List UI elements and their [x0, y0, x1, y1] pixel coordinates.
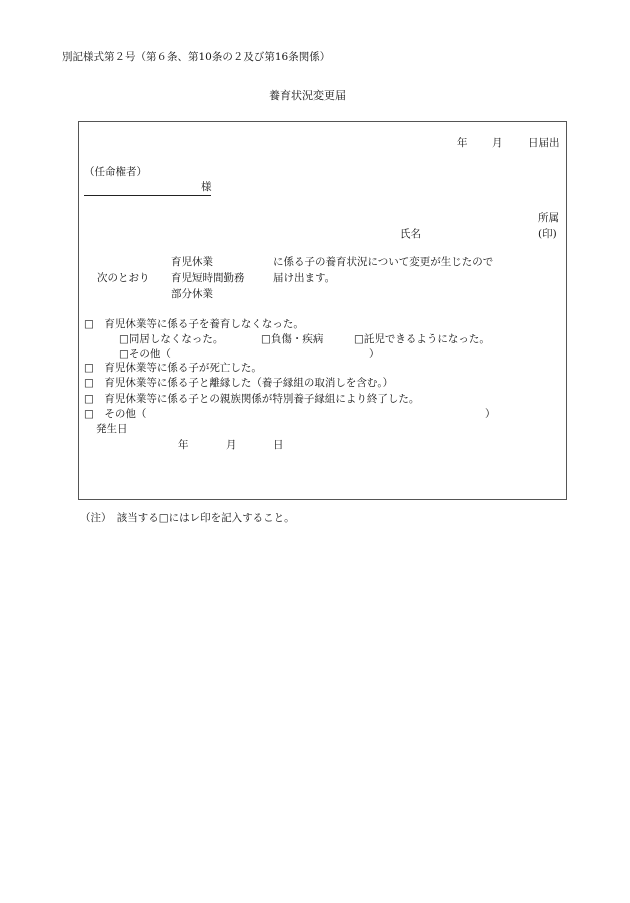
form-title: 養育状況変更届: [269, 89, 346, 102]
checklist-subitem-other-close: ）: [369, 348, 380, 360]
leave-type-short-hours: 育児短時間勤務: [171, 272, 245, 284]
form-frame: [78, 121, 567, 500]
checklist-subitem-other[interactable]: □その他（: [119, 348, 171, 360]
applicant-name-label: 氏名: [400, 228, 421, 240]
checklist-item-special-adoption[interactable]: □ 育児休業等に係る子との親族関係が特別養子縁組により終了した。: [84, 393, 420, 405]
statement-intro: 次のとおり: [97, 272, 150, 284]
checklist-subitem-not-cohabiting[interactable]: □同居しなくなった。: [119, 333, 224, 345]
statement-line-2: 届け出ます。: [273, 272, 336, 284]
checklist-item-other[interactable]: □ その他（: [84, 408, 147, 420]
checklist-item-no-longer-raising[interactable]: □ 育児休業等に係る子を養育しなくなった。: [84, 318, 304, 330]
addressee-name-field[interactable]: [84, 195, 211, 196]
occurrence-date-label: 発生日: [96, 423, 128, 435]
date-year-label: 年: [457, 137, 468, 149]
form-number-header: 別記様式第２号（第６条、第10条の２及び第16条関係）: [62, 51, 331, 63]
occurrence-month-label: 月: [226, 439, 237, 451]
leave-type-partial-leave: 部分休業: [171, 288, 213, 300]
appointing-authority-label: （任命権者）: [84, 166, 147, 178]
addressee-honorific: 様: [201, 181, 212, 193]
footnote: （注） 該当する□にはレ印を記入すること。: [80, 512, 295, 524]
occurrence-year-label: 年: [178, 439, 189, 451]
date-month-label: 月: [492, 137, 503, 149]
checklist-subitem-childcare-available[interactable]: □託児できるようになった。: [354, 333, 490, 345]
seal-label: (印): [538, 228, 557, 240]
date-submitted-label: 日届出: [528, 137, 560, 149]
leave-type-childcare-leave: 育児休業: [171, 256, 213, 268]
checklist-item-child-deceased[interactable]: □ 育児休業等に係る子が死亡した。: [84, 362, 262, 374]
checklist-subitem-injury-illness[interactable]: □負傷・疾病: [261, 333, 324, 345]
statement-line-1: に係る子の養育状況について変更が生じたので: [273, 256, 494, 268]
checklist-item-other-close: ）: [485, 408, 496, 420]
affiliation-label: 所属: [538, 212, 559, 224]
occurrence-day-label: 日: [273, 439, 284, 451]
checklist-item-dissolved-adoption[interactable]: □ 育児休業等に係る子と離縁した（養子縁組の取消しを含む。）: [84, 377, 394, 389]
